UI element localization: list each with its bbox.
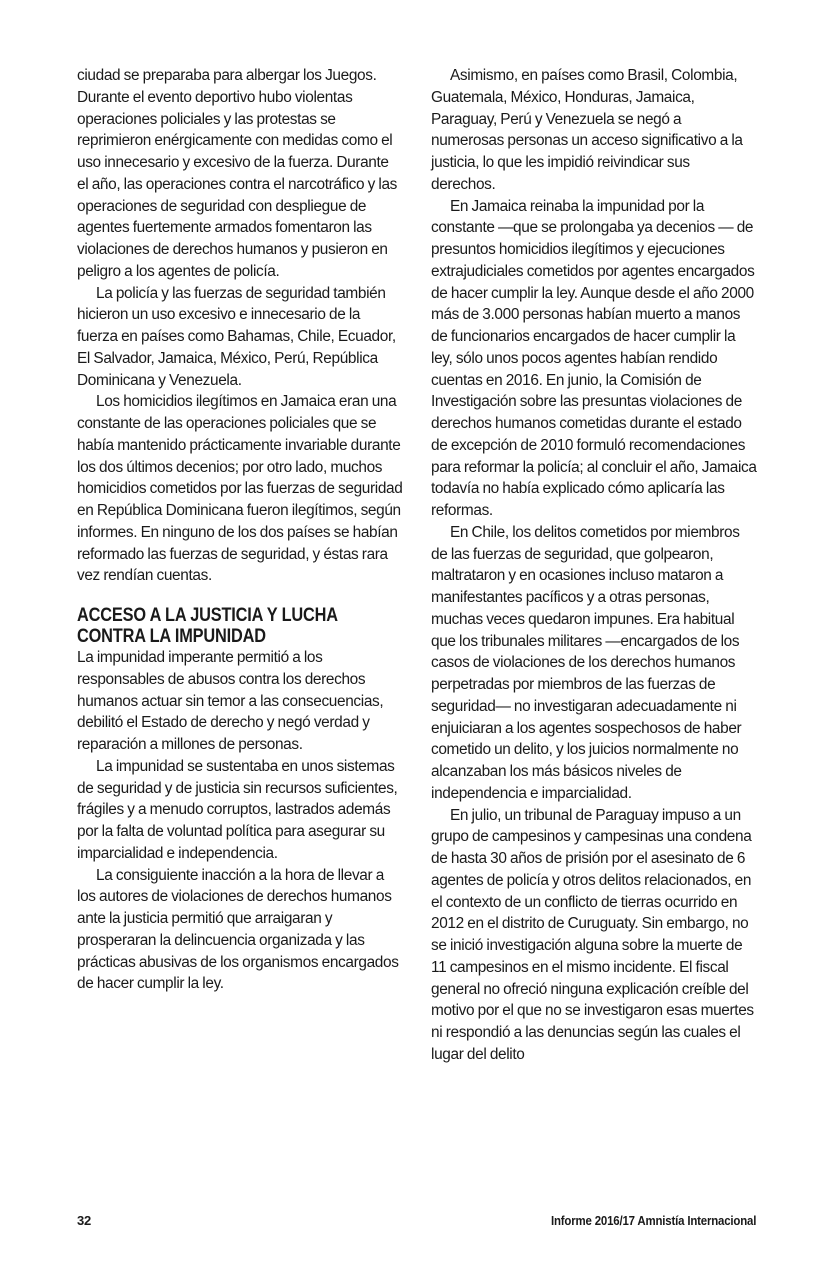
paragraph-excessive-force-countries: La policía y las fuerzas de seguridad también hicieron un uso excesivo e innecesario de la fuerza en países como Bahamas, Chile, Ecuador, El Salvador, Jamaica, México, Perú, República Dominicana y Venezuela. — [77, 284, 396, 389]
right-column — [431, 65, 757, 1066]
paragraph-paraguay-curuguaty: En julio, un tribunal de Paraguay impuso a un grupo de campesinos y campesinas una condena de hasta 30 años de prisión por el asesinato de 6 agentes de policía y otros delitos relacionados, en el contexto de un conflicto de tierras ocurrido en 2012 en el distrito de Curuguaty. Sin embargo, no se inició investigación alguna sobre la muerte de 11 campesinos en el mismo incidente. El fiscal general no ofreció ninguna explicación creíble del motivo por el que no se investigaron esas muertes ni respondió a las denuncias según las cuales el lugar del delito — [431, 806, 754, 1063]
section-heading-justice-impunity: ACCESO A LA JUSTICIA Y LUCHA CONTRA LA IMPUNIDAD — [77, 605, 338, 647]
paragraph-unlawful-killings: Los homicidios ilegítimos en Jamaica eran una constante de las operaciones policiales que se había mantenido prácticamente invariable durante los dos últimos decenios; por otro lado, muchos homicidios cometidos por las fuerzas de seguridad en República Dominicana fueron ilegítimos, según informes. En ninguno de los dos países se habían reformado las fuerzas de seguridad, y éstas rara vez rendían cuentas. — [77, 393, 403, 585]
paragraph-jamaica-impunity: En Jamaica reinaba la impunidad por la constante —que se prolongaba ya decenios — de presuntos homicidios ilegítimos y ejecuciones extrajudiciales cometidos por agentes encargados de hacer cumplir la ley. Aunque desde el año 2000 más de 3.000 personas habían muerto a manos de funcionarios encargados de hacer cumplir la ley, sólo unos pocos agentes habían rendido cuentas en 2016. En junio, la Comisión de Investigación sobre las presuntas violaciones de derechos humanos cometidas durante el estado de excepción de 2010 formuló recomendaciones para reformar la policía; al concluir el año, Jamaica todavía no había explicado cómo aplicaría las reformas. — [431, 197, 757, 519]
paragraph-olympics-policing: ciudad se preparaba para albergar los Juegos. Durante el evento deportivo hubo violentas operaciones policiales y las protestas se reprimieron enérgicamente con medidas como el uso innecesario y excesivo de la fuerza. Durante el año, las operaciones contra el narcotráfico y las operaciones de seguridad con despliegue de agentes fuertemente armados fomentaron las violaciones de derechos humanos y pusieron en peligro a los agentes de policía. — [77, 67, 398, 280]
running-footer-title: Informe 2016/17 Amnistía Internacional — [550, 1213, 756, 1228]
paragraph-organized-crime: La consiguiente inacción a la hora de llevar a los autores de violaciones de derechos humanos ante la justicia permitió que arraigaran y prosperaran la delincuencia organizada y las prácticas abusivas de los organismos encargados de hacer cumplir la ley. — [77, 866, 399, 993]
paragraph-access-to-justice-countries: Asimismo, en países como Brasil, Colombia, Guatemala, México, Honduras, Jamaica, Paraguay, Perú y Venezuela se negó a numerosas personas un acceso significativo a la justicia, lo que les impidió reivindicar sus derechos. — [431, 67, 743, 193]
paragraph-impunity-systems: La impunidad se sustentaba en unos sistemas de seguridad y de justicia sin recursos suficientes, frágiles y a menudo corruptos, lastrados además por la falta de voluntad política para asegurar su imparcialidad e independencia. — [77, 757, 398, 862]
paragraph-impunity-intro: La impunidad imperante permitió a los responsables de abusos contra los derechos humanos actuar sin temor a las consecuencias, debilitó el Estado de derecho y negó verdad y reparación a millones de personas. — [77, 649, 384, 753]
paragraph-chile-military-courts: En Chile, los delitos cometidos por miembros de las fuerzas de seguridad, que golpearon, maltrataron y en ocasiones incluso mataron a manifestantes pacíficos y a otras personas, muchas veces quedaron impunes. Era habitual que los tribunales militares —encargados de los casos de violaciones de los derechos humanos perpetradas por miembros de las fuerzas de seguridad— no investigaran adecuadamente ni enjuiciaran a los agentes sospechosos de haber cometido un delito, y los juicios normalmente no alcanzaban los más básicos niveles de independencia e imparcialidad. — [431, 523, 742, 802]
left-column — [77, 65, 403, 995]
page-number: 32 — [77, 1213, 92, 1228]
